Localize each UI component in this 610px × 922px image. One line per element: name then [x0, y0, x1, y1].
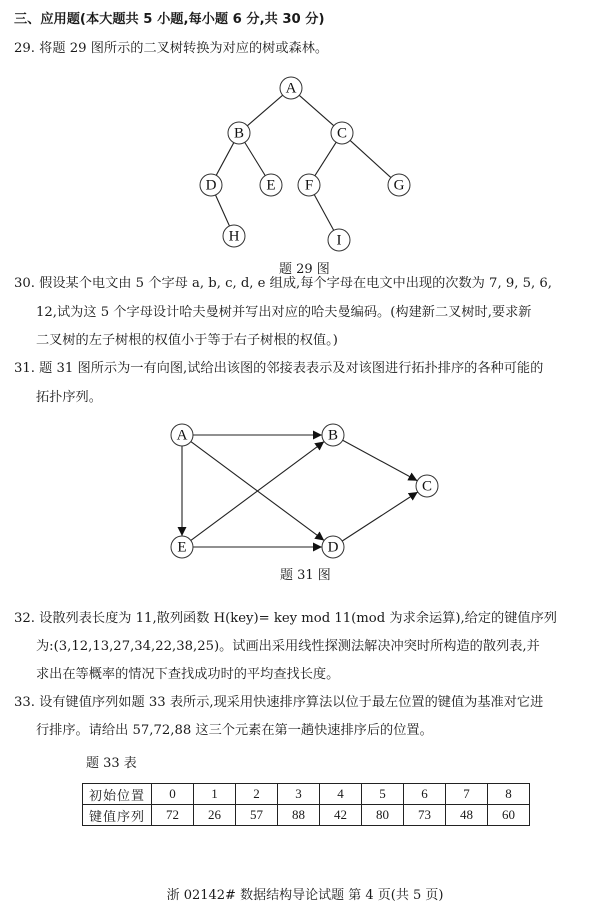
svg-text:C: C [421, 478, 433, 495]
svg-text:C: C [336, 125, 348, 142]
position-cell: 7 [446, 784, 488, 805]
svg-text:D: D [327, 539, 339, 556]
key-cell: 88 [278, 805, 320, 826]
position-cell: 1 [194, 784, 236, 805]
question-30-line-3: 二叉树的左子树根的权值小于等于右子树根的权值。) [36, 333, 338, 348]
page-footer: 浙 02142# 数据结构导论试题 第 4 页(共 5 页) [166, 888, 444, 903]
node-E [171, 536, 193, 558]
node-C [416, 475, 438, 497]
key-cell: 80 [362, 805, 404, 826]
node-A [171, 424, 193, 446]
key-cell: 73 [404, 805, 446, 826]
figure-29-caption: 题 29 图 [279, 262, 330, 277]
table-33 [82, 783, 530, 826]
position-cell: 3 [278, 784, 320, 805]
question-32-line-3: 求出在等概率的情况下查找成功时的平均查找长度。 [36, 667, 340, 682]
position-cell: 4 [320, 784, 362, 805]
row-header-positions: 初始位置 [83, 784, 152, 805]
row-header-keys: 键值序列 [83, 805, 152, 826]
position-cell: 0 [152, 784, 194, 805]
key-cell: 60 [488, 805, 530, 826]
svg-text:E: E [266, 177, 276, 194]
position-cell: 8 [488, 784, 530, 805]
svg-text:H: H [228, 228, 240, 245]
question-29-text: 29. 将题 29 图所示的二叉树转换为对应的树或森林。 [14, 41, 329, 56]
key-cell: 48 [446, 805, 488, 826]
svg-text:G: G [393, 177, 405, 194]
svg-text:A: A [176, 427, 188, 444]
table-row-positions [83, 784, 530, 805]
key-cell: 57 [236, 805, 278, 826]
key-cell: 42 [320, 805, 362, 826]
position-cell: 2 [236, 784, 278, 805]
svg-text:A: A [285, 80, 297, 97]
svg-text:I: I [336, 232, 342, 249]
question-31-line-1: 31. 题 31 图所示为一有向图,试给出该图的邻接表表示及对该图进行拓扑排序的各种可能的 [14, 361, 544, 376]
key-cell: 26 [194, 805, 236, 826]
question-32-line-2: 为:(3,12,13,27,34,22,38,25)。试画出采用线性探测法解决冲突时所构造的散列表,并 [36, 639, 540, 654]
svg-text:E: E [177, 539, 187, 556]
table-row-keys [83, 805, 530, 826]
question-32-line-1: 32. 设散列表长度为 11,散列函数 H(key)= key mod 11(mod 为求余运算),给定的键值序列 [14, 611, 557, 626]
svg-text:F: F [304, 177, 314, 194]
svg-text:B: B [327, 427, 339, 444]
position-cell: 6 [404, 784, 446, 805]
table-33-caption: 题 33 表 [86, 756, 137, 771]
figure-31-caption: 题 31 图 [280, 568, 331, 583]
position-cell: 5 [362, 784, 404, 805]
edge-B-C [343, 440, 418, 481]
question-33-line-1: 33. 设有键值序列如题 33 表所示,现采用快速排序算法以位于最左位置的键值为基准对它进 [14, 695, 544, 710]
question-33-line-2: 行排序。请给出 57,72,88 这三个元素在第一趟快速排序后的位置。 [36, 723, 433, 738]
node-B [322, 424, 344, 446]
question-30-line-1: 30. 假设某个电文由 5 个字母 a, b, c, d, e 组成,每个字母在电文中出现的次数为 7, 9, 5, 6, [14, 276, 552, 291]
key-cell: 72 [152, 805, 194, 826]
section-heading: 三、应用题(本大题共 5 小题,每小题 6 分,共 30 分) [14, 12, 325, 27]
svg-text:B: B [233, 125, 245, 142]
svg-text:D: D [205, 177, 217, 194]
question-31-line-2: 拓扑序列。 [36, 390, 102, 405]
edge-D-C [342, 492, 418, 541]
question-30-line-2: 12,试为这 5 个字母设计哈夫曼树并写出对应的哈夫曼编码。(构建新二叉树时,要求新 [36, 305, 532, 320]
node-D [322, 536, 344, 558]
